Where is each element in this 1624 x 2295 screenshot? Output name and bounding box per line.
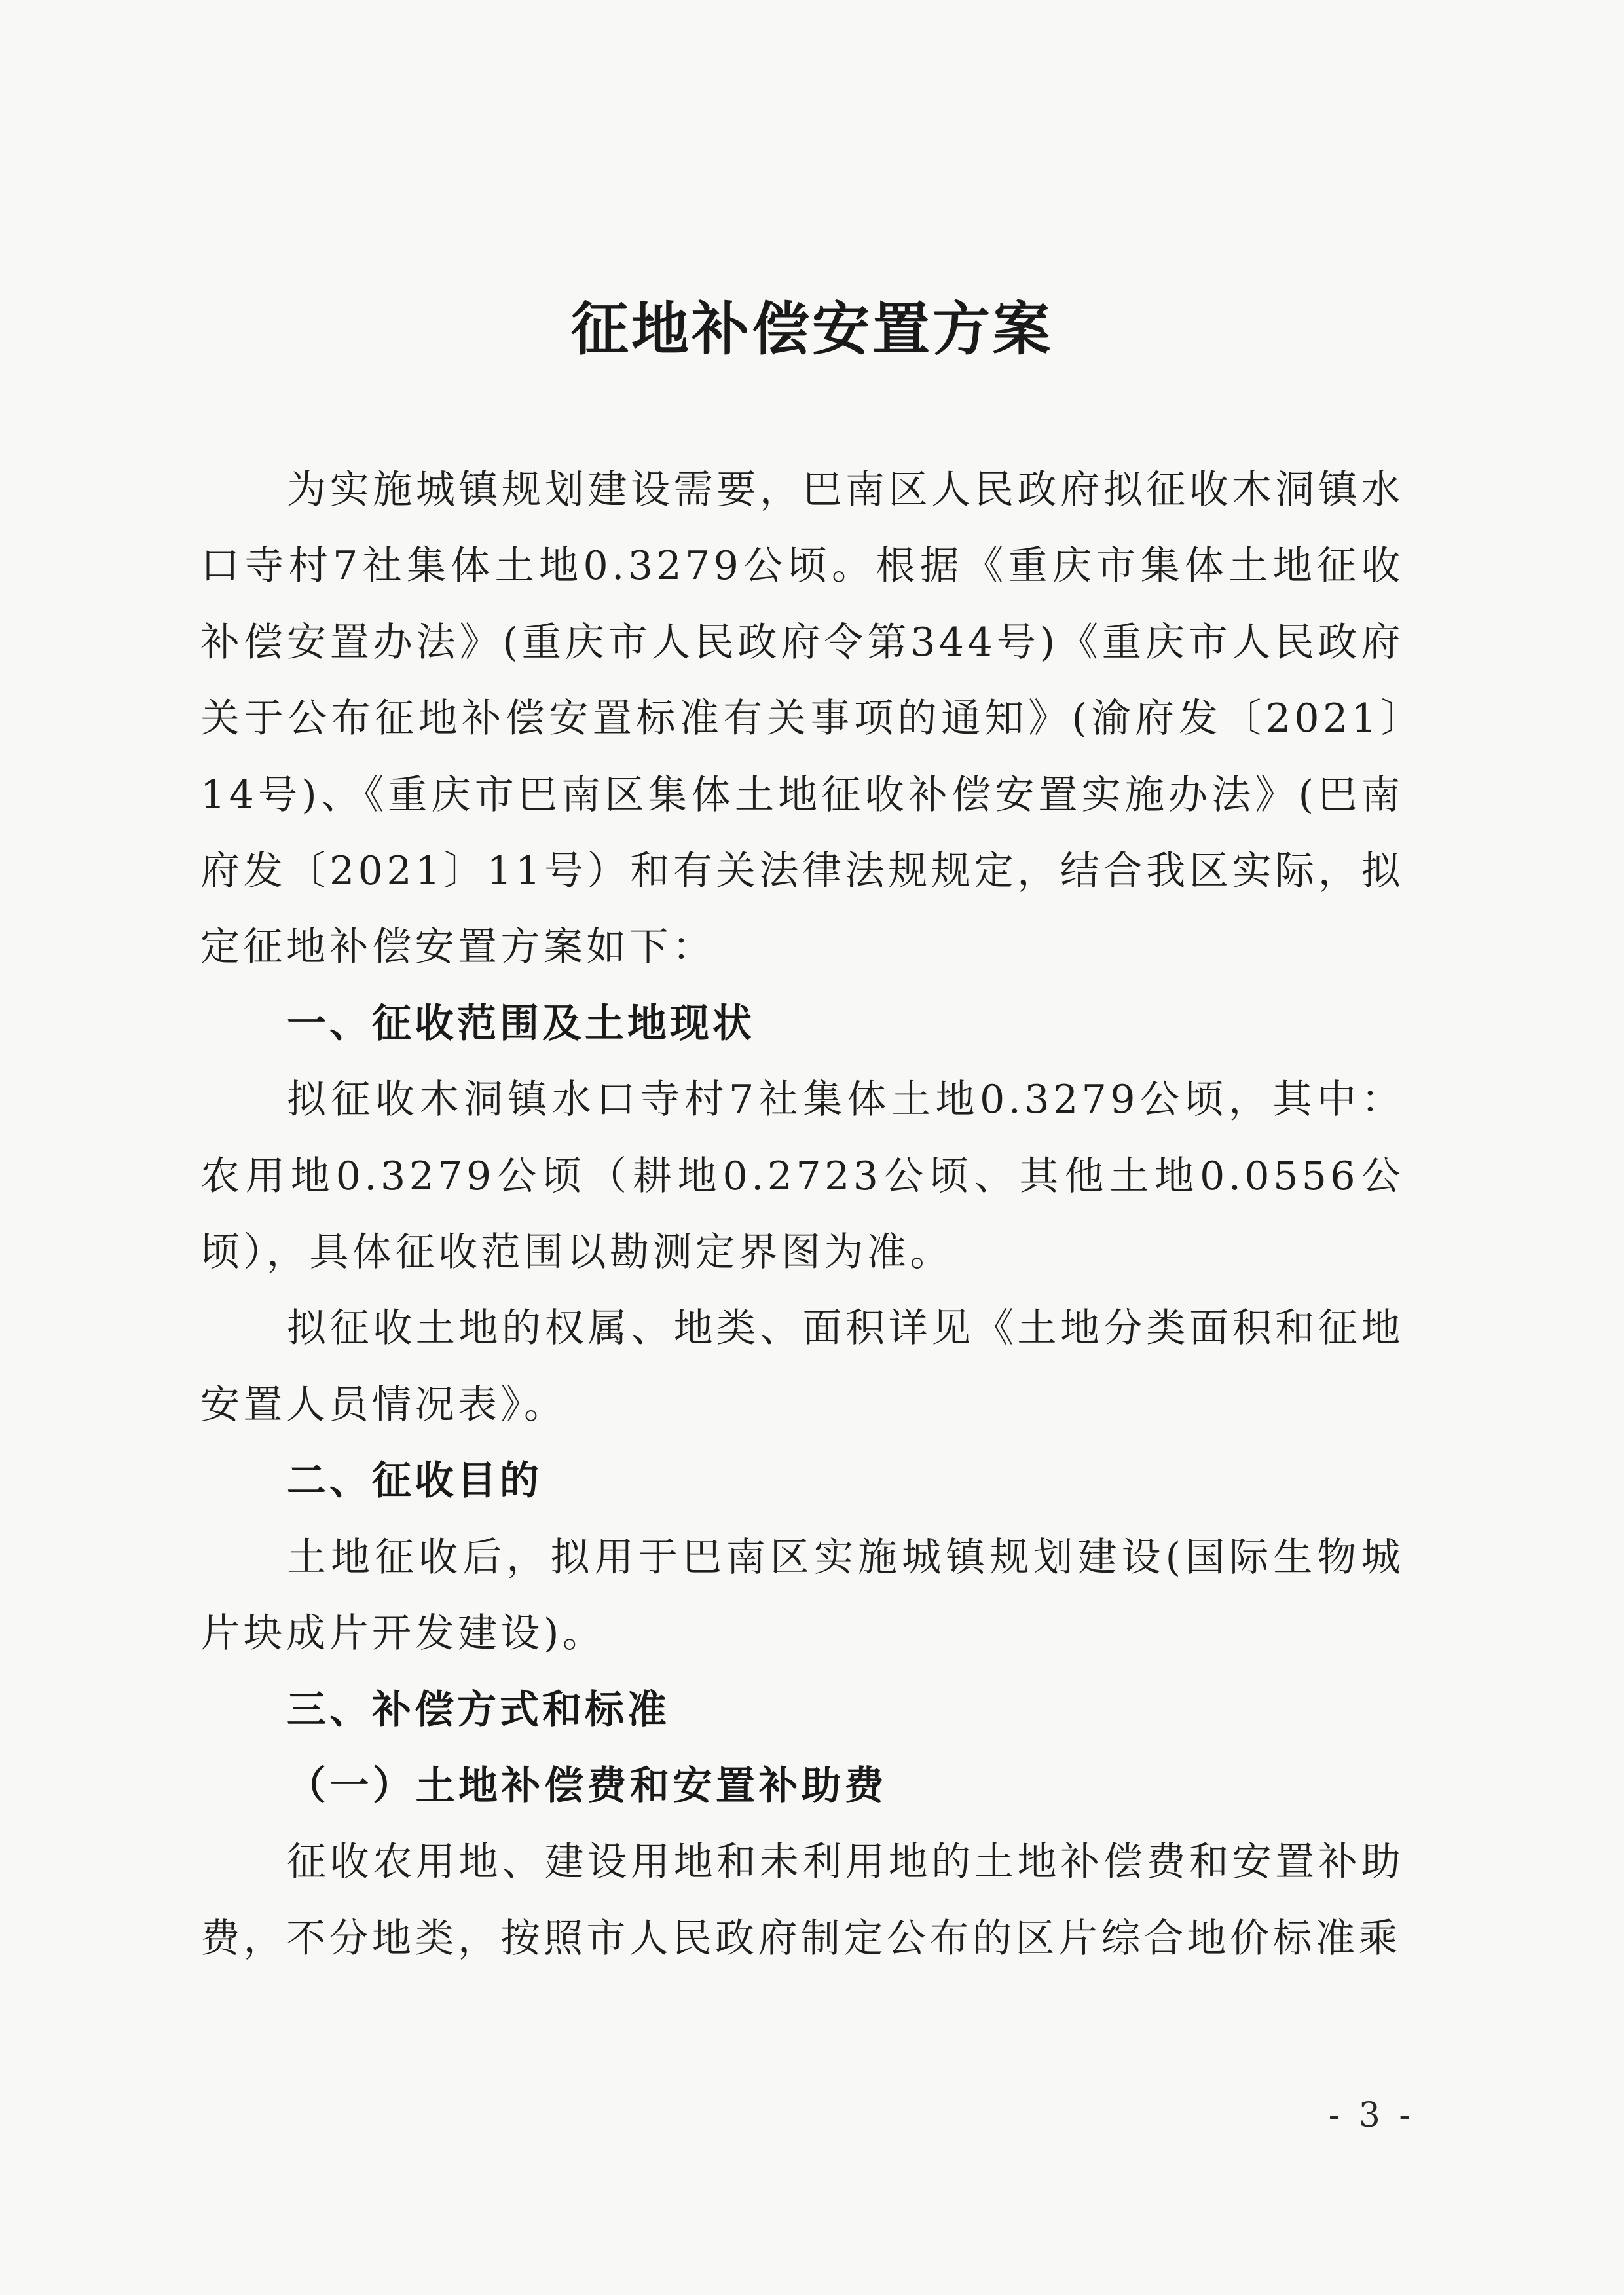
section-1-paragraph-2: 拟征收土地的权属、地类、面积详见《土地分类面积和征地安置人员情况表》。 <box>200 1305 1404 1428</box>
section-3-heading: 三、补偿方式和标准 <box>287 1687 670 1733</box>
section-3-paragraph-1: 征收农用地、建设用地和未利用地的土地补偿费和安置补助费，不分地类，按照市人民政府制定公布的区片综合地价标准乘 <box>200 1839 1404 1962</box>
document-title: 征地补偿安置方案 <box>570 295 1053 363</box>
page-number: - 3 - <box>1328 2096 1414 2135</box>
section-1-heading: 一、征收范围及土地现状 <box>287 1000 755 1047</box>
document-body <box>200 452 1404 1977</box>
intro-paragraph: 为实施城镇规划建设需要，巴南区人民政府拟征收木洞镇水口寺村7社集体土地0.3279公顷。根据《重庆市集体土地征收补偿安置办法》(重庆市人民政府令第344号)《重庆市人民政府关于公布征地补偿安置标准有关事项的通知》(渝府发〔2021〕14号)、《重庆市巴南区集体土地征收补偿安置实施办法》(巴南府发〔2021〕11号）和有关法律法规规定，结合我区实际，拟定征地补偿安置方案如下： <box>200 467 1404 971</box>
section-3-subheading-1: （一）土地补偿费和安置补助费 <box>287 1763 887 1809</box>
section-2-heading: 二、征收目的 <box>287 1458 542 1504</box>
section-1-paragraph-1: 拟征收木洞镇水口寺村7社集体土地0.3279公顷，其中：农用地0.3279公顷（耕地0.2723公顷、其他土地0.0556公顷），具体征收范围以勘测定界图为准。 <box>200 1077 1404 1276</box>
section-2-paragraph-1: 土地征收后，拟用于巴南区实施城镇规划建设(国际生物城片块成片开发建设)。 <box>200 1534 1404 1657</box>
